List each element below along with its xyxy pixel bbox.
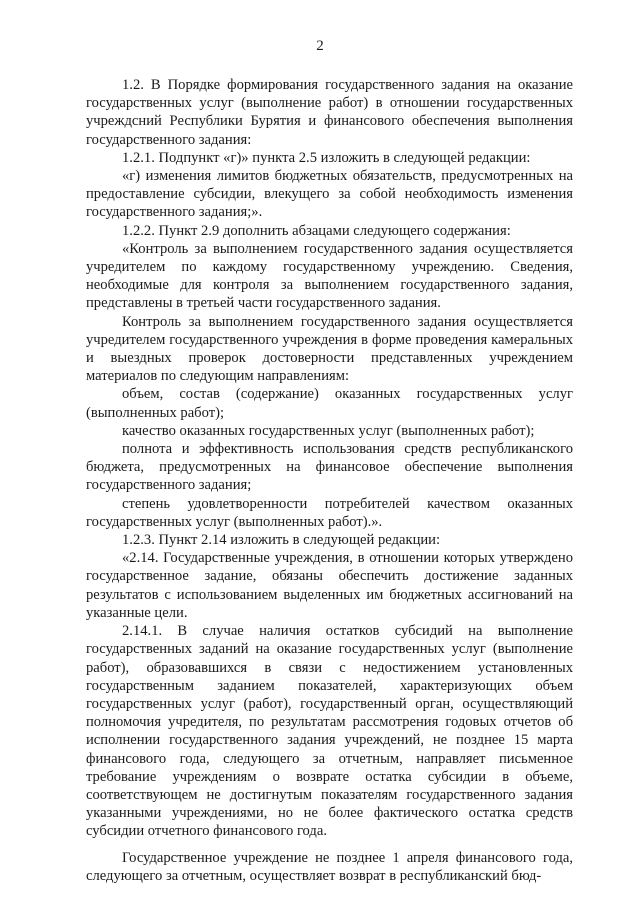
paragraph-1-2: 1.2. В Порядке формирования государственного задания на оказание государственных услуг (выполнение работ) в отношении государственных учреждсний Республики Бурятия и финансового обеспечения выполнения государственного задания:: [86, 77, 573, 148]
document-body: [86, 76, 573, 885]
paragraph-subitem-g: «г) изменения лимитов бюджетных обязательств, предусмотренных на предоставление субсидии, влекущего за собой необходимость изменения государственного задания;».: [86, 168, 573, 221]
page-number: 2: [316, 38, 324, 54]
paragraph-1-2-1: 1.2.1. Подпункт «г)» пункта 2.5 изложить в следующей редакции:: [122, 149, 531, 166]
paragraph-1-2-2: 1.2.2. Пункт 2.9 дополнить абзацами следующего содержания:: [122, 222, 511, 239]
paragraph-2-14-1: 2.14.1. В случае наличия остатков субсидий на выполнение государственных заданий на оказание государственных услуг (выполнение работ), образовавшихся в связи с недостижением установленных государственным заданием показателей, характеризующих объем государственных услуг (работ), государственный орган, осуществляющий полномочия учредителя, по результатам рассмотрения годовых отчетов об исполнении государственного задания учреждений, не позднее 15 марта финансового года, следующего за отчетным, направляет письменное требование учреждениям о возврате остатка субсидии в объеме, соответствующем не достигнутым показателям государственного задания указанными учреждениями, но не более фактического остатка средств субсидии отчетного финансового года.: [86, 623, 573, 840]
paragraph-2-14: «2.14. Государственные учреждения, в отношении которых утверждено государственное задание, обязаны обеспечить достижение заданных результатов с использованием выделенных им бюджетных ассигнований на указанные цели.: [86, 550, 573, 621]
paragraph-control-2: Контроль за выполнением государственного задания осуществляется учредителем государственного учреждения в форме проведения камеральных и выездных проверок достоверности представленных учреждением материалов по следующим направлениям:: [86, 313, 573, 385]
paragraph-control-1: «Контроль за выполнением государственного задания осуществляется учредителем по каждому государственному учреждению. Сведения, необходимые для контроля за выполнением государственного задания, представлены в третьей части государственного задания.: [86, 240, 573, 312]
paragraph-refund: Государственное учреждение не позднее 1 апреля финансового года, следующего за отчетным, осуществляет возврат в республиканский бюд-: [86, 849, 573, 884]
paragraph-direction-quality: качество оказанных государственных услуг (выполненных работ);: [122, 422, 535, 439]
paragraph-direction-efficiency: полнота и эффективность использования средств республиканского бюджета, предусмотренных на финансовое обеспечение выполнения государственного задания;: [86, 441, 573, 494]
paragraph-direction-volume: объем, состав (содержание) оказанных государственных услуг (выполненных работ);: [86, 386, 573, 421]
paragraph-direction-satisfaction: степень удовлетворенности потребителей качеством оказанных государственных услуг (выполненных работ).».: [86, 495, 573, 530]
paragraph-1-2-3: 1.2.3. Пункт 2.14 изложить в следующей редакции:: [122, 532, 441, 549]
